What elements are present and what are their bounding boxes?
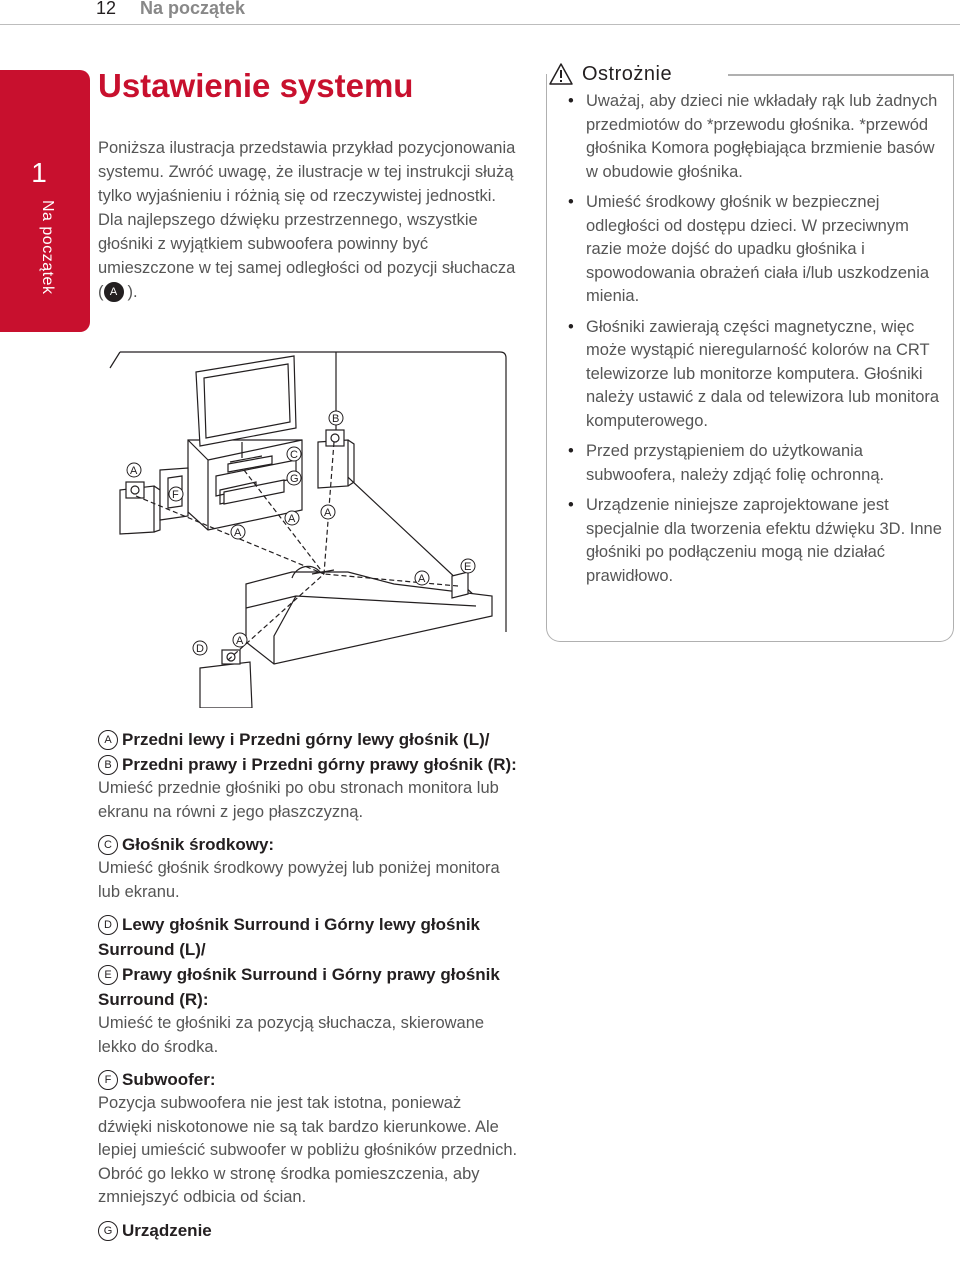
header-divider <box>0 24 960 25</box>
warning-icon <box>548 62 574 86</box>
description-body: Umieść przednie głośniki po obu stronach monitora lub ekranu na równi z jego płaszczyzną. <box>98 779 499 821</box>
diagram-label-e: E <box>464 561 472 573</box>
marker-f: F <box>98 1070 118 1090</box>
chapter-number: 1 <box>31 157 47 188</box>
description-center <box>98 832 518 904</box>
diagram-label-d: D <box>196 643 204 655</box>
caution-title-rule <box>728 74 954 76</box>
tv <box>196 356 296 446</box>
caution-item: • Umieść środkowy głośnik w bezpiecznej odległości od dostępu dzieci. W przeciwnym razie może dojść do upadku głośnika i spowodowania obrażeń ciała i/lub uszkodzenia mienia. <box>568 191 944 309</box>
chapter-label: Na początek <box>39 200 56 295</box>
diagram-label-a-4: A <box>324 507 332 519</box>
description-heading: Urządzenie <box>122 1220 212 1240</box>
page-header <box>0 0 960 24</box>
description-heading: Lewy głośnik Surround i Górny lewy głośnik Surround (L)/ <box>98 915 481 959</box>
caution-item: • Głośniki zawierają części magnetyczne, więc może wystąpić nieregularność kolorów na CRT telewizorze lub monitorze komputera. Głośniki należy ustawić z dala od telewizora lub monitora komputerowego. <box>568 316 944 434</box>
description-front <box>98 727 518 824</box>
intro-text: Poniższa ilustracja przedstawia przykład pozycjonowania systemu. Zwróć uwagę, że ilustracje w tej instrukcji służą tylko wyjaśnieniu i różnią się od rzeczywistej jednostki. Dla najlepszego dźwięku przestrzennego, wszystkie głośniki z wyjątkiem subwoofera powinny być umieszczone w tej samej odległości od pozycji słuchacza ( <box>98 139 516 301</box>
marker-a: A <box>104 282 124 302</box>
description-heading: Przedni prawy i Przedni górny prawy głośnik (R): <box>122 755 517 774</box>
caution-item: • Uważaj, aby dzieci nie wkładały rąk lub żadnych przedmiotów do *przewodu głośnika. *przewód głośnika Komora pogłębiająca brzmienie basów w obudowie głośnika. <box>568 90 944 184</box>
description-subwoofer <box>98 1067 518 1210</box>
marker-a: A <box>98 730 118 750</box>
marker-c: C <box>98 835 118 855</box>
description-heading: Głośnik środkowy: <box>122 835 275 854</box>
description-heading: Subwoofer: <box>122 1070 216 1089</box>
speaker-descriptions <box>98 727 518 1251</box>
diagram-label-b: B <box>332 413 340 425</box>
marker-d: D <box>98 915 118 935</box>
diagram-label-g: G <box>290 473 299 485</box>
description-heading: Przedni lewy i Przedni górny lewy głośnik (L)/ <box>122 730 490 749</box>
diagram-label-c: C <box>290 449 298 461</box>
description-body: Umieść te głośniki za pozycją słuchacza, skierowane lekko do środka. <box>98 1014 485 1056</box>
caution-item: • Przed przystąpieniem do użytkowania subwoofera, należy zdjąć folię ochronną. <box>568 440 944 487</box>
intro-paragraph <box>98 136 518 304</box>
caution-list <box>568 90 944 595</box>
page-title: Ustawienie systemu <box>98 67 414 104</box>
diagram-label-a-3: A <box>288 513 296 525</box>
description-heading: Prawy głośnik Surround i Górny prawy głośnik Surround (R): <box>98 965 500 1009</box>
diagram-label-f: F <box>172 489 179 501</box>
diagram-label-a-2: A <box>234 527 242 539</box>
intro-text-end: ). <box>127 283 138 301</box>
caution-item: • Urządzenie niniejsze zaprojektowane jest specjalnie dla tworzenia efektu dźwięku 3D. Inne głośniki po podłączeniu mogą nie działać prawidłowo. <box>568 494 944 588</box>
diagram-label-a: A <box>130 465 138 477</box>
description-surround <box>98 912 518 1059</box>
front-right-speaker <box>318 440 348 488</box>
diagram-label-a-5: A <box>418 573 426 585</box>
diagram-label-a-6: A <box>236 635 244 647</box>
caution-heading <box>548 60 680 88</box>
caution-title: Ostrożnie <box>582 62 673 85</box>
marker-b: B <box>98 755 118 775</box>
description-body: Umieść głośnik środkowy powyżej lub poniżej monitora lub ekranu. <box>98 859 500 901</box>
description-body: Pozycja subwoofera nie jest tak istotna, ponieważ dźwięki niskotonowe nie są tak bardzo kierunkowe. Ale lepiej umieścić subwoofer w pobliżu głośników przednich. Obróć go lekko w stronę środka pomieszczenia, aby zmniejszyć odbicia od ścian. <box>98 1094 518 1206</box>
speaker-placement-diagram <box>96 346 510 708</box>
running-head: Na początek <box>140 0 246 18</box>
marker-g: G <box>98 1221 118 1241</box>
page-number: 12 <box>96 0 117 18</box>
description-unit <box>98 1218 518 1243</box>
marker-e: E <box>98 965 118 985</box>
surround-right-speaker <box>452 572 468 598</box>
surround-left-speaker <box>200 662 252 708</box>
